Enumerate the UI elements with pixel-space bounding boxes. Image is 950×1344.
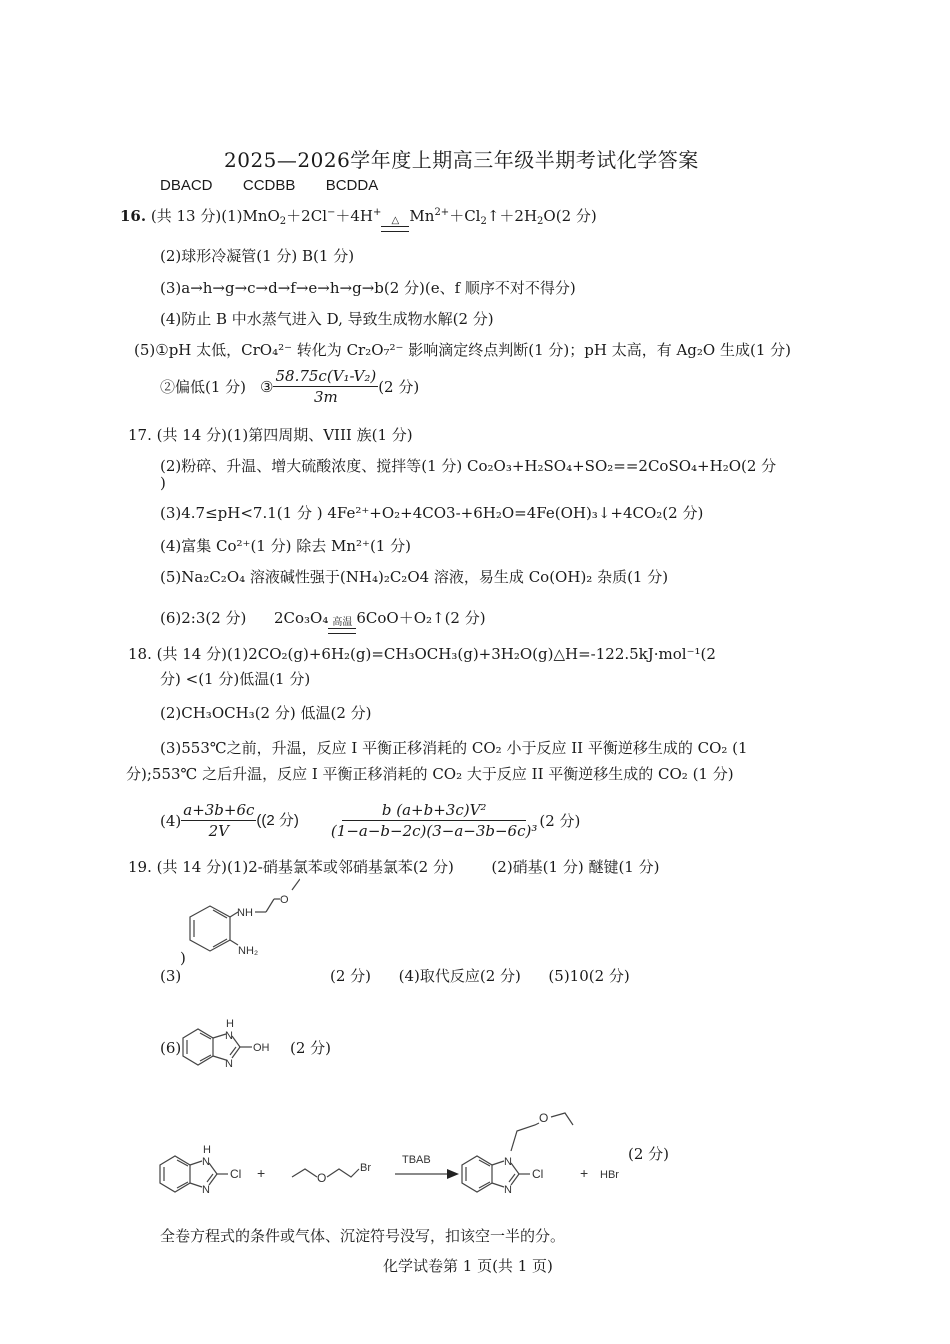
q17-part6: (6)2:3(2 分) 2Co₃O₄ 高温 6CoO＋O₂↑(2 分) — [160, 608, 486, 634]
q16-part4: (4)防止 B 中水蒸气进入 D, 导致生成物水解(2 分) — [160, 310, 494, 328]
choice-group-3: BCDDA — [325, 177, 379, 194]
q16-part5-1: (5)①pH 太低，CrO₄²⁻ 转化为 Cr₂O₇²⁻ 影响滴定终点判断(1 分)；pH 太高，有 Ag₂O 生成(1 分) — [134, 341, 792, 359]
q18-part2: (2)CH₃OCH₃(2 分) 低温(2 分) — [160, 704, 372, 722]
q19-part3-label: (3) — [160, 967, 182, 985]
svg-text:N: N — [202, 1156, 210, 1168]
svg-text:N: N — [225, 1030, 233, 1042]
svg-text:N: N — [202, 1184, 210, 1196]
q16-number: 16. — [120, 207, 147, 225]
svg-text:TBAB: TBAB — [402, 1154, 431, 1166]
choice-answers — [160, 176, 378, 196]
q18-concentration-fraction: $\frac{a+3b+6c}{2V}$ — [183, 801, 255, 840]
svg-text:HBr: HBr — [600, 1169, 619, 1181]
svg-text:N: N — [225, 1058, 233, 1070]
reaction-score: (2 分) — [628, 1145, 670, 1163]
svg-text:H: H — [203, 1144, 211, 1156]
q17-part3: (3)4.7≤pH<7.1(1 分 ) 4Fe²⁺+O₂+4CO3-+6H₂O=4Fe(OH)₃↓+4CO₂(2 分) — [160, 504, 704, 522]
arrow-head-icon — [447, 1169, 459, 1179]
choice-group-1: DBACD — [160, 177, 213, 194]
q17-part2-cont: ) — [160, 474, 166, 492]
svg-text:+: + — [580, 1165, 589, 1181]
q16-part5-2: ②偏低(1 分) — [160, 377, 247, 396]
page-title: 2025—2026学年度上期高三年级半期考试化学答案 — [224, 148, 699, 172]
svg-text:O: O — [317, 1171, 327, 1185]
q19-part3-5: (2 分) (4)取代反应(2 分) (5)10(2 分) — [330, 967, 630, 985]
heat-condition: △ — [381, 216, 409, 232]
structure-2-hydroxybenzimidazole — [180, 1016, 290, 1076]
svg-text:Cl: Cl — [532, 1167, 544, 1181]
choice-group-2: CCDBB — [242, 177, 296, 194]
q16-part3: (3)a→h→g→c→d→f→e→h→g→b(2 分)(e、f 顺序不对不得分) — [160, 279, 576, 297]
q18-part1-cont: 分) <(1 分)低温(1 分) — [160, 670, 311, 688]
q19-part6-score: (2 分) — [290, 1039, 332, 1057]
structure-n-ethoxyethyl-o-phenylenediamine — [170, 872, 300, 972]
q16-p1-equation: (1)MnO — [221, 207, 280, 225]
reaction-scheme — [155, 1105, 675, 1200]
svg-text:Br: Br — [360, 1162, 371, 1174]
scoring-note: 全卷方程式的条件或气体、沉淀符号没写，扣该空一半的分。 — [160, 1227, 566, 1245]
q16-part2: (2)球形冷凝管(1 分) B(1 分) — [160, 247, 355, 265]
q17-part5: (5)Na₂C₂O₄ 溶液碱性强于(NH₄)₂C₂O4 溶液，易生成 Co(OH)₂ 杂质(1 分) — [160, 568, 669, 586]
q17-line1: 17. (共 14 分)(1)第四周期、VIII 族(1 分) — [128, 426, 413, 444]
high-temp-condition: 高温 — [328, 618, 356, 634]
svg-text:NH₂: NH₂ — [238, 945, 259, 957]
q18-line1: 18. (共 14 分)(1)2CO₂(g)+6H₂(g)=CH₃OCH₃(g)+3H₂O(g)△H=-122.5kJ·mol⁻¹(2 — [128, 645, 716, 663]
q17-part4: (4)富集 Co²⁺(1 分) 除去 Mn²⁺(1 分) — [160, 537, 411, 555]
svg-text:O: O — [280, 894, 289, 906]
q18-part3-l2: 分);553℃ 之后升温，反应 I 平衡正移消耗的 CO₂ 大于反应 II 平衡逆移生成的 CO₂ (1 分) — [126, 765, 734, 783]
svg-text:H: H — [226, 1018, 234, 1030]
svg-text:O: O — [539, 1111, 549, 1125]
q17-number: 17. — [128, 426, 152, 444]
q19-line1: 19. (共 14 分)(1)2-硝基氯苯或邻硝基氯苯(2 分) (2)硝基(1 分) 醚键(1 分) — [128, 858, 660, 876]
svg-text:+: + — [257, 1165, 266, 1181]
q18-equilibrium-constant-fraction: $\frac{\text{b (a+b+3c)V²}}{\text{(1−a−b−2c)(3−a−3b−6c)³}}$ — [330, 801, 538, 840]
q16-part5-2-3: ②偏低(1 分) ③ $\frac{\text{58.75c(V₁-V₂)}}{3m}$ (2 分) — [160, 367, 420, 406]
svg-text:Cl: Cl — [230, 1167, 242, 1181]
q18-part3-l1: (3)553℃之前，升温，反应 I 平衡正移消耗的 CO₂ 小于反应 II 平衡逆移生成的 CO₂ (1 — [160, 739, 748, 757]
svg-text:NH: NH — [237, 907, 253, 919]
q16-points: (共 13 分) — [150, 207, 222, 225]
q16-formula-fraction: $\frac{\text{58.75c(V₁-V₂)}}{3m}$ — [275, 367, 377, 406]
svg-text:OH: OH — [253, 1042, 270, 1054]
q19-part6-label: (6) — [160, 1039, 182, 1057]
page-footer: 化学试卷第 1 页(共 1 页) — [383, 1257, 553, 1275]
q17-part2: (2)粉碎、升温、增大硫酸浓度、搅拌等(1 分) Co₂O₃+H₂SO₄+SO₂==2CoSO₄+H₂O(2 分 — [160, 457, 777, 475]
q17-points: (共 14 分) — [156, 426, 227, 444]
q18-part4: (4) $\frac{a+3b+6c}{2V}$ ((2 分) $\frac{\text{b (a+b+3c)V²}}{\text{(1−a−b−2c)(3−a−3b−6c)³}}$ (2 分) — [160, 801, 581, 840]
svg-text:N: N — [504, 1156, 512, 1168]
q16-line1: 16. (共 13 分)(1)MnO$_2$＋2Cl−＋4H+ △ $Mn^{2+}+Cl_2↑+2H_2O(2$ 分) — [120, 206, 597, 232]
svg-text:N: N — [504, 1184, 512, 1196]
